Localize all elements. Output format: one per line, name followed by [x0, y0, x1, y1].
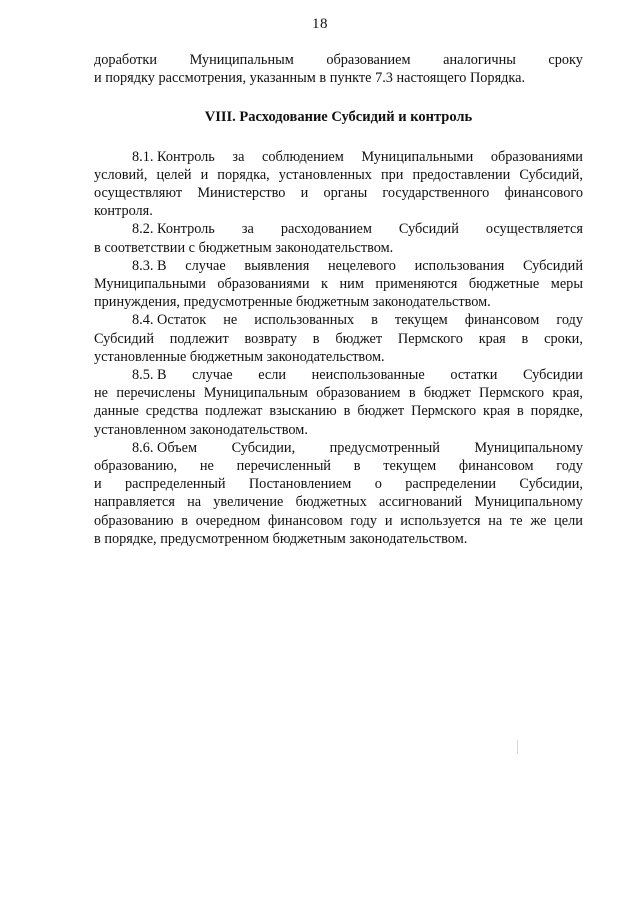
word: неиспользованные	[311, 367, 425, 384]
word: те	[510, 512, 523, 529]
word: соблюдением	[262, 148, 344, 165]
word: случае	[185, 257, 226, 274]
text-line: и порядку рассмотрения, указанным в пункте 7.3 настоящего Порядка.	[94, 70, 526, 87]
word: 8.2. Контроль	[132, 221, 215, 238]
word: осуществляют	[94, 185, 183, 202]
word: 8.4. Остаток	[132, 312, 207, 329]
word: распределении	[405, 476, 497, 493]
text-line	[94, 512, 583, 530]
word: текущем	[383, 458, 437, 475]
text-line	[94, 311, 583, 329]
word: осуществляется	[485, 221, 583, 238]
word: возврату	[244, 330, 298, 347]
text-line	[94, 384, 583, 402]
word: в	[521, 330, 529, 347]
word: бюджет	[357, 403, 405, 420]
word: Пермского	[397, 330, 463, 347]
word: в	[371, 312, 378, 329]
word: Субсидии,	[231, 439, 296, 456]
text-line: принуждения, предусмотренные бюджетным законодательством.	[94, 294, 491, 311]
text-line	[94, 220, 583, 238]
word: Субсидий	[523, 257, 583, 274]
word: если	[258, 367, 287, 384]
word: в	[181, 512, 189, 529]
word: применяются	[375, 276, 458, 293]
word: году	[350, 512, 378, 529]
word: очередном	[195, 512, 261, 529]
word: образованием	[326, 52, 411, 68]
word: края	[483, 403, 511, 420]
word: использования	[414, 257, 505, 274]
word: финансовом	[458, 458, 534, 475]
paragraph-8-5	[94, 366, 583, 439]
paragraph-8-1	[94, 148, 583, 221]
word: нецелевого	[327, 257, 396, 274]
paragraph-8-2	[94, 220, 583, 256]
word: перечислены	[116, 385, 196, 402]
word: и	[200, 166, 209, 183]
text-line: в порядке, предусмотренном бюджетным законодательством.	[94, 530, 468, 547]
word: остатки	[450, 367, 498, 384]
text-line	[94, 257, 583, 275]
word: и	[384, 512, 393, 529]
word: органы	[323, 185, 368, 202]
word: перечисленный	[236, 458, 331, 475]
word: финансовом	[464, 312, 540, 329]
word: случае	[192, 367, 233, 384]
word: 8.1. Контроль	[132, 148, 215, 165]
word: к	[321, 276, 328, 293]
word: в	[516, 403, 524, 420]
text-line: в соответствии с бюджетным законодательством.	[94, 239, 394, 256]
word: образованию,	[94, 458, 178, 475]
text-line	[94, 148, 583, 166]
word: края	[478, 330, 506, 347]
text-line	[94, 402, 583, 420]
word: при	[380, 166, 404, 183]
word: предоставлении	[412, 166, 511, 183]
word: использованных	[254, 312, 355, 329]
word: не	[94, 385, 108, 402]
scan-artifact	[517, 740, 518, 754]
word: и	[94, 476, 102, 493]
word: Муниципальным	[189, 52, 294, 68]
word: на	[488, 512, 503, 529]
text-line	[94, 439, 583, 457]
text-line	[94, 493, 583, 511]
word: Муниципальными	[94, 276, 206, 293]
text-line	[94, 330, 583, 348]
word: образованиями	[217, 276, 310, 293]
text-line	[94, 184, 583, 202]
text-line: установленном законодательством.	[94, 421, 308, 438]
word: целей	[156, 166, 192, 183]
word: образованием	[316, 385, 401, 402]
word: ассигнований	[378, 494, 463, 511]
word: сроку	[548, 52, 583, 68]
word: края,	[552, 385, 583, 402]
word: условий,	[94, 166, 148, 183]
word: образованиями	[490, 148, 583, 165]
word: увеличение	[213, 494, 284, 511]
word: средства	[145, 403, 199, 420]
word: данные	[94, 403, 139, 420]
word: распределенный	[125, 476, 226, 493]
word: же	[530, 512, 547, 529]
word: сроки,	[544, 330, 583, 347]
word: году	[556, 312, 583, 329]
word: 8.5. В	[132, 367, 167, 384]
word: предусмотренный	[329, 439, 440, 456]
word: ним	[339, 276, 364, 293]
word: расходованием	[280, 221, 372, 238]
word: выявления	[244, 257, 310, 274]
word: Субсидии	[522, 367, 583, 384]
paragraph-8-6	[94, 439, 583, 548]
word: и	[300, 185, 309, 202]
word: на	[187, 494, 202, 511]
word: о	[374, 476, 382, 493]
text-line	[94, 51, 583, 69]
word: используется	[400, 512, 481, 529]
word: Муниципальными	[361, 148, 474, 165]
word: в	[312, 330, 320, 347]
text-line: контроля.	[94, 203, 153, 220]
word: в	[408, 385, 416, 402]
word: порядка,	[217, 166, 270, 183]
word: Муниципальным	[203, 385, 308, 402]
word: Министерство	[197, 185, 286, 202]
word: 8.3. В	[132, 257, 167, 274]
word: финансовом	[268, 512, 343, 529]
word: бюджет	[335, 330, 383, 347]
word: взысканию	[269, 403, 337, 420]
word: установленных	[278, 166, 372, 183]
word: Субсидии,	[519, 476, 583, 493]
word: за	[232, 148, 245, 165]
text-line	[94, 275, 583, 293]
word: бюджет	[423, 385, 471, 402]
word: не	[223, 312, 238, 329]
word: направляется	[94, 494, 175, 511]
word: Постановлением	[248, 476, 352, 493]
word: государственного	[382, 185, 490, 202]
word: доработки	[94, 52, 157, 68]
word: за	[241, 221, 254, 238]
word: Субсидий	[94, 330, 154, 347]
text-line	[94, 166, 583, 184]
word: образованию	[94, 512, 174, 529]
word: году	[556, 458, 583, 475]
word: Пермского	[411, 403, 477, 420]
word: в	[343, 403, 351, 420]
word: финансового	[504, 185, 583, 202]
text-line	[94, 475, 583, 493]
text-line	[94, 366, 583, 384]
word: порядке,	[530, 403, 583, 420]
word: подлежат	[205, 403, 263, 420]
word: в	[353, 458, 361, 475]
word: меры	[550, 276, 583, 293]
word: Пермского	[479, 385, 545, 402]
word: аналогичны	[443, 52, 516, 68]
document-body	[94, 51, 583, 548]
word: не	[199, 458, 214, 475]
word: цели	[554, 512, 583, 529]
intro-paragraph	[94, 51, 583, 87]
word: Муниципальному	[474, 494, 583, 511]
text-line: установленные бюджетным законодательством.	[94, 348, 385, 365]
word: бюджетные	[468, 276, 540, 293]
section-title: VIII. Расходование Субсидий и контроль	[204, 109, 473, 126]
word: 8.6. Объем	[132, 439, 198, 456]
word: подлежит	[169, 330, 229, 347]
text-line	[94, 457, 583, 475]
page-number: 18	[312, 16, 328, 32]
word: текущем	[394, 312, 448, 329]
word: бюджетных	[295, 494, 367, 511]
word: Субсидий	[398, 221, 459, 238]
paragraph-8-4	[94, 311, 583, 366]
word: Субсидий,	[519, 166, 583, 183]
paragraph-8-3	[94, 257, 583, 312]
word: Муниципальному	[474, 439, 583, 456]
